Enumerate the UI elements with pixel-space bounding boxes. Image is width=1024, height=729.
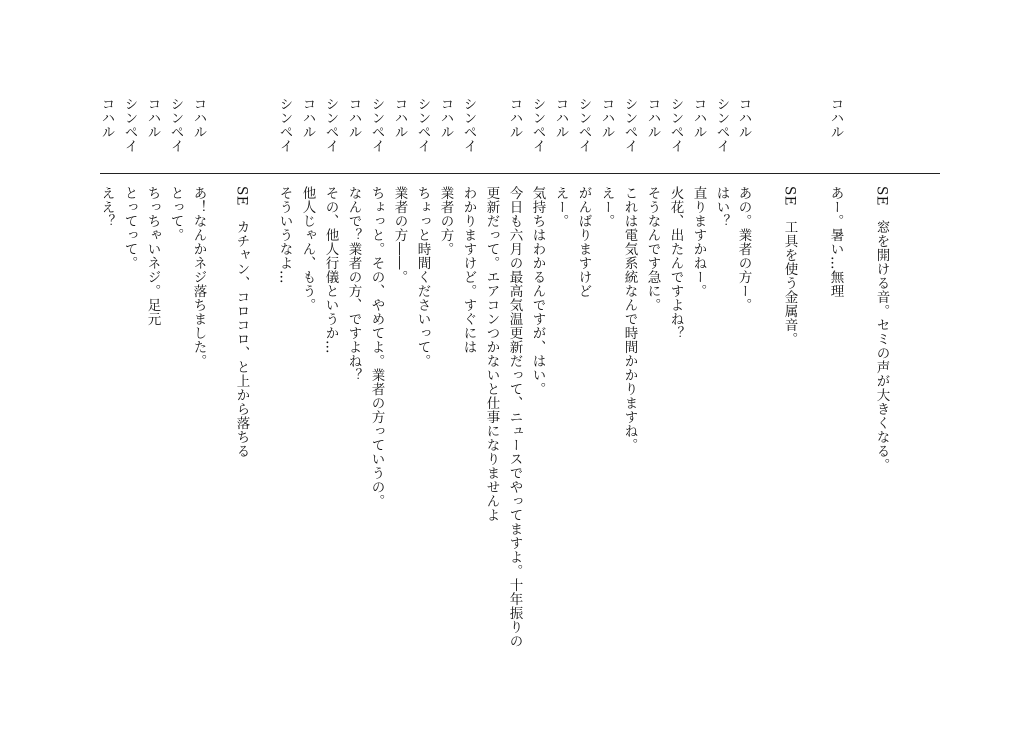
speaker-label: コハル [391, 97, 408, 139]
dialogue-line: あー。暑い…無理 [827, 186, 844, 298]
dialogue-line: ちょっと。その、やめてよ。業者の方っていうの。 [368, 186, 385, 508]
speaker-label: コハル [506, 97, 523, 139]
dialogue-line: これは電気系統なんで時間かかりますね。 [621, 186, 638, 452]
speaker-label: コハル [644, 97, 661, 139]
dialogue-line: がんばりますけど [575, 186, 592, 298]
dialogue-line: わかりますけど。すぐには [460, 186, 477, 354]
speaker-label: シンペイ [575, 97, 592, 153]
dialogue-line: あ！なんかネジ落ちました。 [190, 186, 207, 368]
speaker-label: シンペイ [667, 97, 684, 153]
speaker-label: コハル [144, 97, 161, 139]
speaker-label: コハル [299, 97, 316, 139]
speaker-label: シンペイ [621, 97, 638, 153]
dialogue-line: あの。業者の方ー。 [735, 186, 752, 312]
speaker-label: コハル [190, 97, 207, 139]
dialogue-line: そうなんです急に。 [644, 186, 661, 312]
speaker-label: コハル [735, 97, 752, 139]
stage-direction: SE 工具を使う金属音。 [781, 186, 798, 347]
speaker-label: シンペイ [414, 97, 431, 153]
dialogue-line: はい？ [713, 186, 730, 228]
dialogue-line: とって。 [167, 186, 184, 242]
speaker-label: コハル [552, 97, 569, 139]
dialogue-line: その、他人行儀というか… [322, 186, 339, 354]
dialogue-line: 業者の方――。 [391, 186, 408, 284]
dialogue-line: ちょっと時間くださいって。 [414, 186, 431, 368]
speaker-label: シンペイ [529, 97, 546, 153]
dialogue-line: ええ？ [98, 186, 115, 228]
speaker-label: シンペイ [713, 97, 730, 153]
speaker-label: コハル [690, 97, 707, 139]
dialogue-line: とってって。 [121, 186, 138, 270]
speaker-label: シンペイ [460, 97, 477, 153]
dialogue-line: 直りますかねー。 [690, 186, 707, 298]
dialogue-line: 他人じゃん、もう。 [299, 186, 316, 312]
dialogue-line: なんで？業者の方、ですよね？ [345, 186, 362, 382]
speaker-label: シンペイ [121, 97, 138, 153]
dialogue-line: えー。 [552, 186, 569, 228]
stage-direction: SE 窓を開ける音。セミの声が大きくなる。 [873, 186, 890, 473]
divider-rule [100, 173, 940, 174]
dialogue-line: 業者の方。 [437, 186, 454, 256]
dialogue-line: ちっちゃいネジ。足元 [144, 186, 161, 326]
dialogue-line: 今日も六月の最高気温更新だって、ニュースでやってますよ。十年振りの [506, 186, 523, 648]
speaker-label: シンペイ [276, 97, 293, 153]
dialogue-line: 更新だって。エアコンつかないと仕事になりませんよ [483, 186, 500, 522]
speaker-label: シンペイ [368, 97, 385, 153]
speaker-label: シンペイ [322, 97, 339, 153]
speaker-label: コハル [598, 97, 615, 139]
dialogue-line: そういうなよ… [276, 186, 293, 284]
dialogue-line: 気持ちはわかるんですが、はい。 [529, 186, 546, 396]
speaker-label: コハル [437, 97, 454, 139]
stage-direction: SE カチャン、コロコロ、と上から落ちる [233, 186, 250, 459]
dialogue-line: えー。 [598, 186, 615, 228]
dialogue-line: 火花、出たんですよね？ [667, 186, 684, 340]
speaker-label: コハル [98, 97, 115, 139]
speaker-label: シンペイ [167, 97, 184, 153]
speaker-label: コハル [827, 97, 844, 139]
speaker-label: コハル [345, 97, 362, 139]
